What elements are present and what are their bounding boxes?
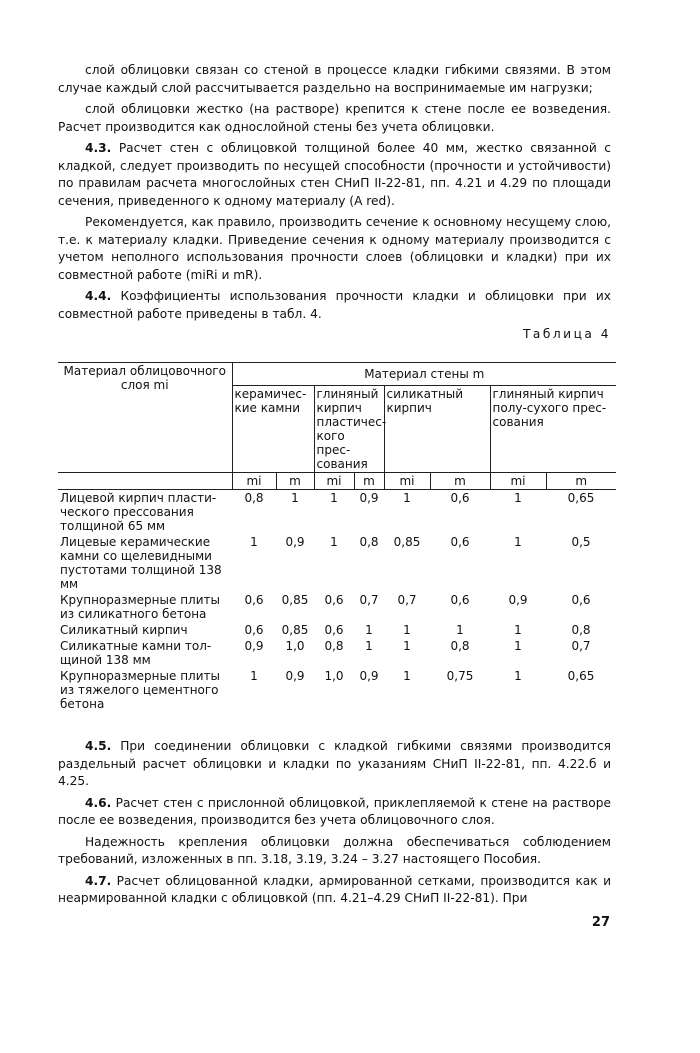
value-cell: 0,6 [450, 535, 470, 549]
sub-header: mi [384, 473, 430, 490]
sub-header: m [354, 473, 384, 490]
paragraph-number: 4.6. [85, 795, 112, 810]
value-cell: 0,85 [281, 623, 309, 637]
table-4 [58, 362, 616, 712]
value-cell: 0,9 [285, 669, 305, 683]
sub-header: m [546, 473, 616, 490]
value-cell: 0,8 [359, 535, 379, 549]
value-cell: 1,0 [324, 669, 344, 683]
value-cell: 0,75 [446, 669, 474, 683]
value-cell: 0,9 [244, 639, 264, 653]
value-cell: 1 [456, 623, 464, 637]
table-caption: Таблица 4 [522, 327, 611, 341]
value-cell: 1 [514, 535, 522, 549]
value-cell: 1 [330, 535, 338, 549]
value-cell: 1,0 [285, 639, 305, 653]
value-cell: 1 [514, 639, 522, 653]
paragraph-text: слой облицовки жестко (на растворе) крепится к стене после ее возведения. Расчет производится как однослойной стены без учета облицовки. [58, 102, 611, 134]
value-cell: 1 [403, 639, 411, 653]
paragraph-number: 4.4. [85, 289, 112, 303]
value-cell: 0,8 [450, 639, 470, 653]
paragraph-text: При соединении облицовки с кладкой гибкими связями производится раздельный расчет облицовки и кладки по указаниям СНиП II-22-81, пп. 4.22.б и 4.25. [58, 739, 611, 788]
value-cell: 0,7 [397, 593, 417, 607]
material-header: силикатный кирпич [384, 386, 490, 473]
paragraph-text: Коэффициенты использования прочности кладки и облицовки при их совместной работе приведены в табл. 4. [58, 289, 612, 321]
row-material-name: Силикатный кирпич [60, 623, 188, 637]
value-cell: 1 [514, 669, 522, 683]
value-cell: 0,7 [359, 593, 379, 607]
table-row [58, 592, 616, 622]
value-cell: 1 [330, 491, 338, 505]
value-cell: 0,65 [567, 491, 595, 505]
value-cell: 1 [403, 669, 411, 683]
value-cell: 0,85 [281, 593, 309, 607]
value-cell: 1 [514, 491, 522, 505]
col1-header: Материал облицовочного слоя mi [58, 363, 232, 473]
paragraph-number: 4.3. [85, 141, 112, 155]
paragraph [58, 738, 611, 791]
value-cell: 0,8 [571, 623, 591, 637]
material-header: глиняный кирпич полу-сухого прес-сования [490, 386, 616, 473]
value-cell: 0,8 [324, 639, 344, 653]
value-cell: 0,9 [359, 491, 379, 505]
value-cell: 0,9 [508, 593, 528, 607]
paragraph-text: Надежность крепления облицовки должна обеспечиваться соблюдением требований, изложенных в пп. 3.18, 3.19, 3.24 – 3.27 настоящего Пособия. [58, 834, 611, 866]
paragraph-text: Расчет облицованной кладки, армированной сетками, производится как и неармированной кладки с облицовкой (пп. 4.21–4.29 СНиП II-22-81). При [58, 873, 611, 905]
value-cell: 0,65 [567, 669, 595, 683]
row-material-name: Лицевые керамические камни со щелевидными пустотами толщиной 138 мм [60, 535, 222, 591]
sub-header: m [276, 473, 314, 490]
value-cell: 1 [403, 491, 411, 505]
row-material-name: Крупноразмерные плиты из силикатного бетона [60, 593, 220, 621]
value-cell: 0,8 [244, 491, 264, 505]
value-cell: 1 [365, 623, 373, 637]
sub-header: mi [232, 473, 276, 490]
page-number: 27 [591, 915, 610, 930]
row-material-name: Лицевой кирпич пласти-ческого прессования толщиной 65 мм [60, 491, 217, 533]
value-cell: 1 [403, 623, 411, 637]
value-cell: 1 [365, 639, 373, 653]
paragraph-text: Рекомендуется, как правило, производить сечение к основному несущему слою, т.е. к материалу кладки. Приведение сечения к одному материалу производится с учетом неполного использования прочности слоев (облицовки и кладки) при их совместной работе (miRi и mR). [58, 215, 611, 282]
sub-header: mi [490, 473, 546, 490]
value-cell: 0,6 [450, 593, 470, 607]
paragraph [58, 140, 611, 210]
paragraph [58, 795, 611, 830]
paragraph [58, 873, 611, 908]
value-cell: 0,6 [450, 491, 470, 505]
value-cell: 0,6 [571, 593, 591, 607]
value-cell: 0,9 [285, 535, 305, 549]
table-row [58, 668, 616, 712]
value-cell: 1 [291, 491, 299, 505]
table-row [58, 490, 616, 535]
value-cell: 0,7 [571, 639, 591, 653]
paragraph-text: Расчет стен с прислонной облицовкой, приклепляемой к стене на растворе после ее возведения, производится без учета облицовочного слоя. [58, 795, 611, 827]
paragraph-number: 4.5. [85, 739, 112, 753]
material-header: керамичес-кие камни [232, 386, 314, 473]
value-cell: 0,85 [393, 535, 421, 549]
value-cell: 0,6 [244, 623, 264, 637]
paragraph [58, 214, 611, 284]
paragraph [58, 834, 611, 869]
group-header: Материал стены m [232, 363, 616, 386]
sub-header: m [430, 473, 490, 490]
table-row [58, 638, 616, 668]
empty-cell [58, 473, 232, 490]
value-cell: 0,5 [571, 535, 591, 549]
value-cell: 0,6 [324, 623, 344, 637]
material-header: глиняный кирпич пластичес-кого прес-сования [314, 386, 384, 473]
value-cell: 1 [250, 669, 258, 683]
value-cell: 1 [514, 623, 522, 637]
value-cell: 1 [250, 535, 258, 549]
paragraph-text: слой облицовки связан со стеной в процессе кладки гибкими связями. В этом случае каждый слой рассчитывается раздельно на воспринимаемые им нагрузки; [58, 63, 611, 95]
row-material-name: Силикатные камни тол-щиной 138 мм [60, 639, 212, 667]
text-block-bottom [58, 738, 611, 912]
table-row [58, 622, 616, 638]
paragraph-text: Расчет стен с облицовкой толщиной более 40 мм, жестко связанной с кладкой, следует производить по несущей способности (прочности и устойчивости) по правилам расчета многослойных стен СНиП II-22-81, пп. 4.21 и 4.29 по площади сечения, приведенного к одному материалу (A red). [58, 141, 612, 208]
text-block-top [58, 62, 611, 327]
value-cell: 0,6 [244, 593, 264, 607]
table-body [58, 490, 616, 713]
sub-header: mi [314, 473, 354, 490]
table-row [58, 534, 616, 592]
paragraph [58, 101, 611, 136]
paragraph [58, 288, 611, 323]
paragraph-number: 4.7. [85, 873, 112, 888]
value-cell: 0,6 [324, 593, 344, 607]
row-material-name: Крупноразмерные плиты из тяжелого цементного бетона [60, 669, 220, 711]
paragraph [58, 62, 611, 97]
value-cell: 0,9 [359, 669, 379, 683]
